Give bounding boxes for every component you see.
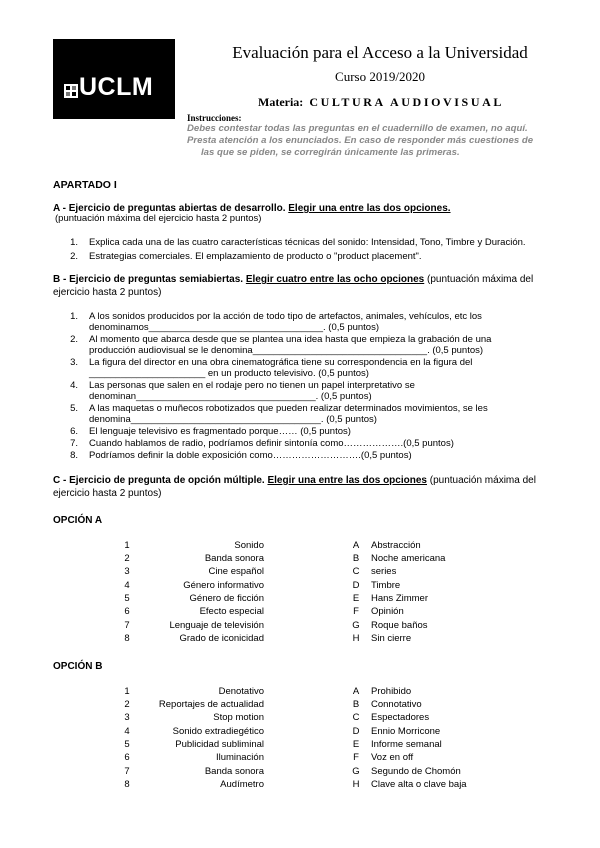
item-number: 2. [70, 251, 78, 262]
match-answer: Roque baños [371, 620, 428, 631]
match-letter: E [352, 739, 360, 750]
match-term: Reportajes de actualidad [158, 699, 264, 710]
logo-subtitle: CAMPUS DE EXCELENCIA INTERNACIONAL [53, 113, 138, 117]
match-answer: Connotativo [371, 699, 422, 710]
section-a-item: Explica cada una de las cuatro características técnicas del sonido: Intensidad, Tono, Timbre y Duración. [89, 237, 526, 248]
section-b-item: El lenguaje televisivo es fragmentado porque…… (0,5 puntos) [89, 426, 351, 437]
match-number: 2 [124, 699, 130, 710]
match-letter: E [352, 593, 360, 604]
item-number: 3. [70, 357, 78, 368]
item-number: 1. [70, 237, 78, 248]
match-term: Sonido [234, 540, 264, 551]
match-letter: C [352, 712, 360, 723]
match-number: 1 [124, 686, 130, 697]
instructions-label: Instrucciones: [187, 113, 242, 123]
match-answer: Clave alta o clave baja [371, 779, 467, 790]
match-number: 4 [124, 726, 130, 737]
match-number: 5 [124, 593, 130, 604]
match-letter: G [352, 620, 360, 631]
section-b-item: denominan__________________________________. (0,5 puntos) [89, 391, 372, 402]
section-c-title: C - Ejercicio de pregunta de opción múltiple. [53, 475, 265, 486]
item-number: 7. [70, 438, 78, 449]
match-term: Iluminación [215, 752, 264, 763]
match-answer: Espectadores [371, 712, 430, 723]
match-term: Género de ficción [189, 593, 264, 604]
match-letter: C [352, 566, 360, 577]
section-b-item: ______________________ en un producto televisivo. (0,5 puntos) [89, 368, 369, 379]
match-number: 8 [124, 779, 130, 790]
match-number: 7 [124, 766, 130, 777]
match-number: 5 [124, 739, 130, 750]
match-number: 7 [124, 620, 130, 631]
logo-wordmark: UCLM [79, 73, 154, 101]
option-b-table [0, 686, 600, 796]
match-answer: Abstracción [371, 540, 421, 551]
match-letter: D [352, 580, 360, 591]
instruction-line: Presta atención a los enunciados. En caso de responder más cuestiones de [187, 135, 534, 146]
section-b-item: Podríamos definir la doble exposición como……………………….(0,5 puntos) [89, 450, 412, 461]
match-answer: Informe semanal [371, 739, 442, 750]
section-b-item: A las maquetas o muñecos robotizados que pueden realizar determinados movimientos, se les [89, 403, 488, 414]
instruction-line: Debes contestar todas las preguntas en el cuadernillo de examen, no aquí. [187, 123, 528, 134]
match-term: Audímetro [220, 779, 264, 790]
option-b-label: OPCIÓN B [53, 661, 103, 672]
section-b-item: Cuando hablamos de radio, podríamos definir sintonía como……………….(0,5 puntos) [89, 438, 454, 449]
item-number: 8. [70, 450, 78, 461]
match-answer: Prohibido [371, 686, 412, 697]
match-answer: Voz en off [371, 752, 414, 763]
uclm-logo [53, 39, 175, 119]
exam-title: Evaluación para el Acceso a la Universidad [232, 43, 528, 62]
match-number: 3 [124, 566, 130, 577]
match-number: 2 [124, 553, 130, 564]
option-a-label: OPCIÓN A [53, 515, 103, 526]
section-b-item: A los sonidos producidos por la acción de todo tipo de artefactos, animales, vehículos, etc los [89, 311, 482, 322]
match-number: 8 [124, 633, 130, 644]
match-term: Efecto especial [199, 606, 264, 617]
match-answer: Ennio Morricone [371, 726, 441, 737]
item-number: 5. [70, 403, 78, 414]
section-b-item: denomina____________________________________. (0,5 puntos) [89, 414, 377, 425]
section-b-heading [53, 274, 533, 285]
match-term: Denotativo [218, 686, 264, 697]
match-letter: B [352, 553, 360, 564]
match-term: Stop motion [213, 712, 264, 723]
section-a-choice: Elegir una entre las dos opciones. [288, 203, 451, 214]
match-letter: B [352, 699, 360, 710]
section-a-title: A - Ejercicio de preguntas abiertas de desarrollo. [53, 203, 286, 214]
match-answer: Hans Zimmer [371, 593, 429, 604]
apartado-heading: APARTADO I [53, 179, 117, 191]
match-answer: Noche americana [371, 553, 446, 564]
match-term: Banda sonora [204, 766, 264, 777]
section-b-item: Al momento que abarca desde que se plantea una idea hasta que empieza la grabación de una [89, 334, 492, 345]
match-number: 6 [124, 752, 130, 763]
section-c-heading [53, 475, 536, 486]
item-number: 1. [70, 311, 78, 322]
match-answer: Segundo de Chomón [371, 766, 461, 777]
match-answer: Timbre [371, 580, 401, 591]
match-term: Sonido extradiegético [172, 726, 264, 737]
match-letter: A [352, 540, 360, 551]
match-letter: F [353, 606, 359, 617]
match-number: 1 [124, 540, 130, 551]
match-letter: F [353, 752, 359, 763]
section-c-note-rest: ejercicio hasta 2 puntos) [53, 488, 162, 499]
match-letter: D [352, 726, 360, 737]
subject-label: Materia: [258, 95, 304, 109]
match-answer: Opinión [371, 606, 404, 617]
option-a-table [0, 540, 600, 650]
item-number: 2. [70, 334, 78, 345]
match-number: 3 [124, 712, 130, 723]
section-a-note: (puntuación máxima del ejercicio hasta 2 puntos) [55, 213, 262, 224]
match-term: Lenguaje de televisión [169, 620, 264, 631]
section-a-item: Estrategias comerciales. El emplazamiento de producto o "product placement". [89, 251, 422, 262]
match-answer: Sin cierre [371, 633, 412, 644]
exam-course: Curso 2019/2020 [335, 69, 425, 84]
match-letter: H [352, 779, 360, 790]
section-b-item: denominamos_________________________________. (0,5 puntos) [89, 322, 380, 333]
section-b-note: (puntuación máxima del [427, 274, 534, 285]
match-term: Publicidad subliminal [175, 739, 264, 750]
section-b-choice: Elegir cuatro entre las ocho opciones [245, 274, 425, 285]
section-c-note: (puntuación máxima del [429, 475, 536, 486]
match-letter: G [352, 766, 360, 777]
section-b-item: producción audiovisual se le denomina_________________________________. (0,5 puntos) [89, 345, 484, 356]
match-term: Género informativo [183, 580, 264, 591]
section-b-item: La figura del director en una obra cinematográfica tiene su correspondencia en la figura del [89, 357, 473, 368]
item-number: 4. [70, 380, 78, 391]
section-b-note-rest: ejercicio hasta 2 puntos) [53, 287, 162, 298]
section-c-choice: Elegir una entre las dos opciones [267, 475, 427, 486]
instruction-line: las que se piden, se corregirán únicamente las primeras. [201, 147, 460, 158]
item-number: 6. [70, 426, 78, 437]
match-term: Grado de iconicidad [179, 633, 264, 644]
university-emblem-icon [63, 83, 79, 99]
section-b-title: B - Ejercicio de preguntas semiabiertas. [53, 274, 244, 285]
match-number: 4 [124, 580, 130, 591]
match-term: Cine español [208, 566, 264, 577]
match-letter: A [352, 686, 360, 697]
match-letter: H [352, 633, 360, 644]
section-b-item: Las personas que salen en el rodaje pero no tienen un papel interpretativo se [89, 380, 415, 391]
match-number: 6 [124, 606, 130, 617]
match-answer: series [371, 566, 397, 577]
match-term: Banda sonora [204, 553, 264, 564]
exam-subject [258, 95, 504, 110]
subject-value: CULTURA AUDIOVISUAL [309, 95, 504, 109]
